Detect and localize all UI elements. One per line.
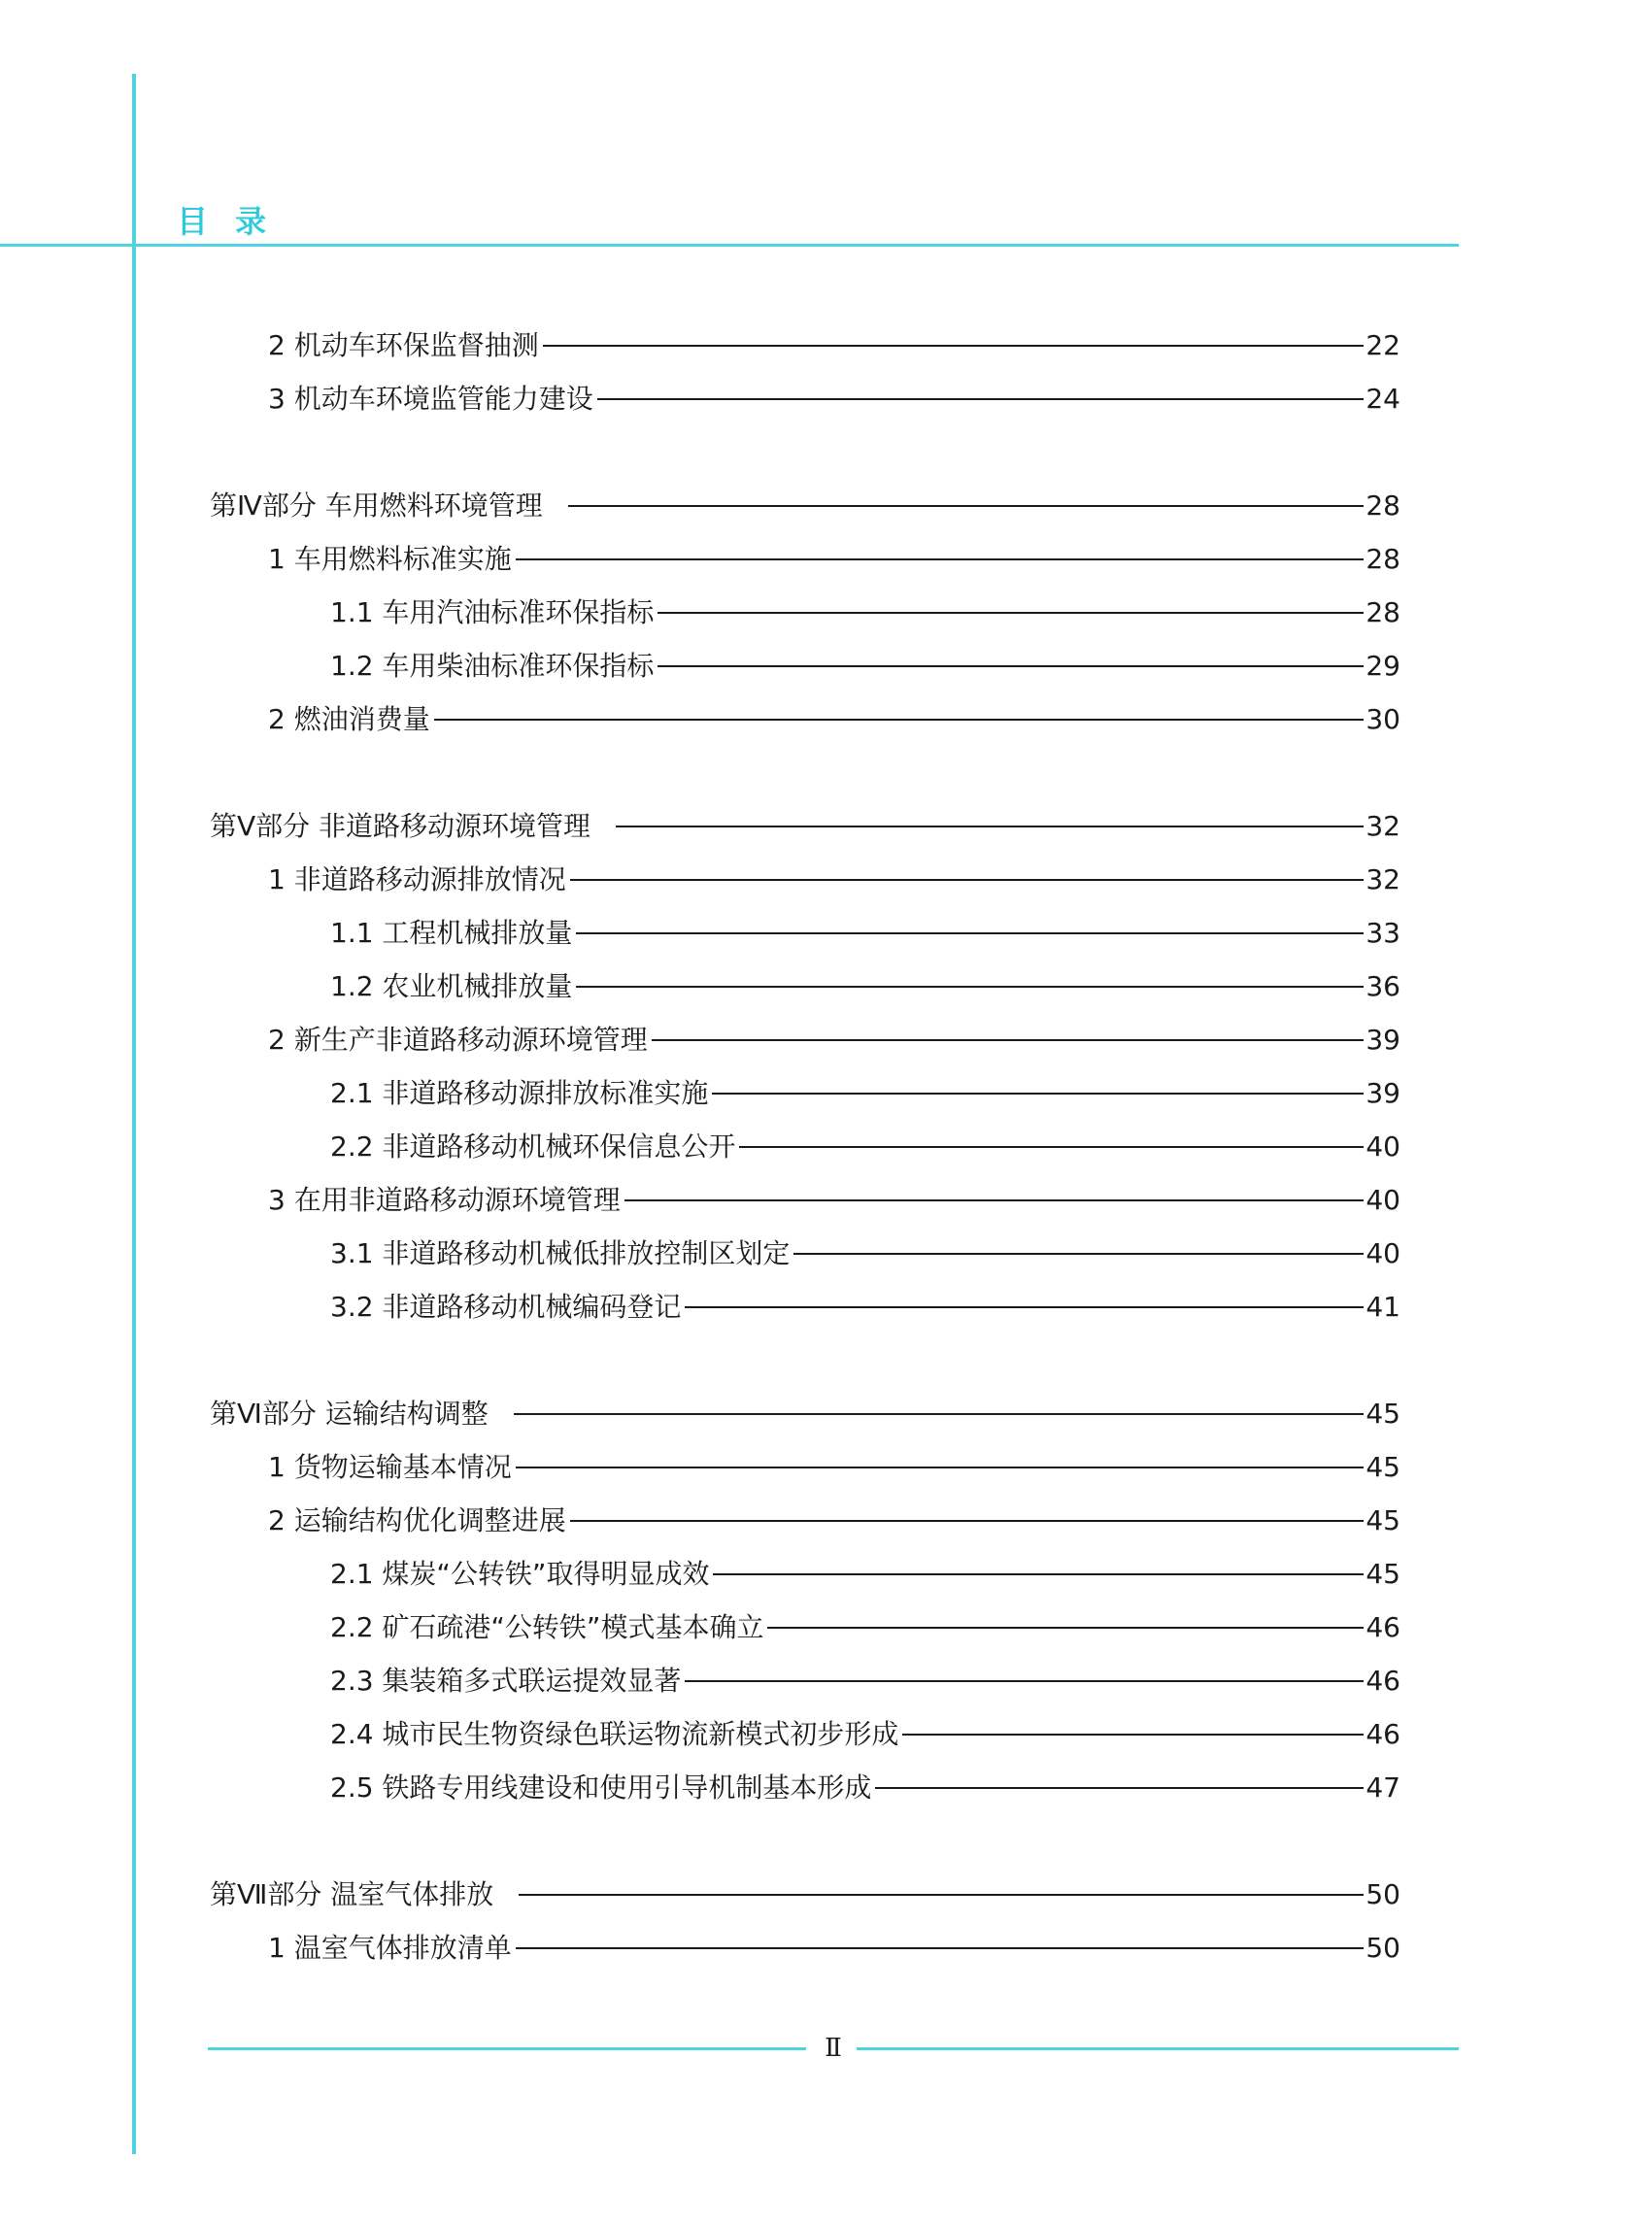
toc-leader	[875, 1787, 1364, 1789]
toc-subentry[interactable]	[330, 1126, 1400, 1168]
toc-entry[interactable]	[268, 324, 1400, 367]
toc-leader	[434, 719, 1365, 721]
toc-entry-label: 第Ⅳ部分 车用燃料环境管理	[210, 489, 543, 522]
toc-entry-page: 45	[1365, 1398, 1400, 1430]
toc-entry-label: 2.2 矿石疏港“公转铁”模式基本确立	[330, 1611, 764, 1643]
toc-entry-label: 1 非道路移动源排放情况	[268, 863, 566, 895]
toc-leader	[713, 1573, 1364, 1575]
toc-entry-page: 40	[1365, 1130, 1400, 1163]
toc-entry-label: 第Ⅵ部分 运输结构调整	[210, 1398, 489, 1430]
toc-leader	[543, 345, 1365, 347]
toc-entry-page: 30	[1365, 703, 1400, 735]
toc-subentry[interactable]	[330, 1660, 1400, 1703]
toc-entry[interactable]	[268, 698, 1400, 741]
toc-entry-page: 46	[1365, 1665, 1400, 1697]
toc-entry-page: 50	[1365, 1932, 1400, 1964]
toc-entry[interactable]	[268, 538, 1400, 581]
toc-leader	[519, 1894, 1364, 1896]
page-number: Ⅱ	[825, 2034, 842, 2063]
toc-entry-page: 32	[1365, 863, 1400, 895]
toc-entry-page: 46	[1365, 1611, 1400, 1643]
toc-entry[interactable]	[268, 1179, 1400, 1222]
toc-entry-page: 50	[1365, 1878, 1400, 1910]
toc-entry-page: 28	[1365, 596, 1400, 628]
footer-rule-left	[208, 2047, 806, 2050]
toc-part-entry[interactable]	[210, 1393, 1400, 1435]
toc-entry-page: 28	[1365, 543, 1400, 575]
toc-leader	[516, 558, 1365, 560]
toc-entry-page: 41	[1365, 1291, 1400, 1323]
toc-leader	[657, 612, 1364, 614]
toc-entry[interactable]	[268, 1927, 1400, 1970]
toc-leader	[767, 1627, 1364, 1629]
toc-part-entry[interactable]	[210, 485, 1400, 527]
toc-entry-page: 22	[1365, 329, 1400, 361]
toc-entry-label: 1 货物运输基本情况	[268, 1451, 512, 1483]
toc-entry-label: 第Ⅶ部分 温室气体排放	[210, 1878, 494, 1910]
toc-entry-label: 1.1 车用汽油标准环保指标	[330, 596, 655, 628]
toc-subentry[interactable]	[330, 591, 1400, 634]
toc-entry-label: 2 运输结构优化调整进展	[268, 1504, 566, 1536]
toc-entry-page: 45	[1365, 1451, 1400, 1483]
toc-leader	[624, 1199, 1365, 1201]
toc-subentry[interactable]	[330, 1767, 1400, 1809]
toc-entry[interactable]	[268, 1500, 1400, 1542]
toc-part-entry[interactable]	[210, 805, 1400, 848]
toc-entry-page: 28	[1365, 489, 1400, 522]
toc-leader	[516, 1467, 1365, 1468]
toc-entry[interactable]	[268, 1446, 1400, 1489]
toc-entry[interactable]	[268, 378, 1400, 421]
toc-entry-label: 2.1 非道路移动源排放标准实施	[330, 1077, 709, 1109]
toc-entry-page: 46	[1365, 1718, 1400, 1750]
toc-part-entry[interactable]	[210, 1873, 1400, 1916]
toc-leader	[739, 1146, 1364, 1148]
toc-entry-page: 32	[1365, 810, 1400, 842]
toc-entry-label: 2.5 铁路专用线建设和使用引导机制基本形成	[330, 1771, 872, 1804]
toc-entry-page: 33	[1365, 917, 1400, 949]
toc-entry-page: 47	[1365, 1771, 1400, 1804]
toc-entry-label: 3 机动车环境监管能力建设	[268, 383, 593, 415]
toc-entry-label: 2.2 非道路移动机械环保信息公开	[330, 1130, 736, 1163]
toc-leader	[902, 1734, 1364, 1736]
footer-rule-right	[857, 2047, 1459, 2050]
toc-entry-label: 2.1 煤炭“公转铁”取得明显成效	[330, 1558, 710, 1590]
page-title: 目录	[177, 203, 294, 240]
toc-leader	[516, 1947, 1365, 1949]
toc-entry-page: 24	[1365, 383, 1400, 415]
toc-entry-label: 3.1 非道路移动机械低排放控制区划定	[330, 1237, 791, 1269]
toc-leader	[657, 665, 1364, 667]
toc-entry-label: 1 温室气体排放清单	[268, 1932, 512, 1964]
toc-leader	[576, 986, 1364, 988]
toc-leader	[685, 1306, 1364, 1308]
toc-leader	[616, 826, 1364, 827]
toc-subentry[interactable]	[330, 912, 1400, 955]
toc-entry-label: 2.4 城市民生物资绿色联运物流新模式初步形成	[330, 1718, 899, 1750]
toc-entry-page: 39	[1365, 1077, 1400, 1109]
toc-entry-label: 1.2 车用柴油标准环保指标	[330, 650, 655, 682]
toc-leader	[570, 1520, 1365, 1522]
toc-leader	[514, 1413, 1365, 1415]
toc-entry-page: 36	[1365, 970, 1400, 1002]
toc-subentry[interactable]	[330, 1072, 1400, 1115]
toc-entry-label: 2 新生产非道路移动源环境管理	[268, 1024, 648, 1056]
toc-entry-label: 3.2 非道路移动机械编码登记	[330, 1291, 682, 1323]
toc-leader	[712, 1093, 1364, 1095]
toc-entry-label: 第Ⅴ部分 非道路移动源环境管理	[210, 810, 591, 842]
toc-subentry[interactable]	[330, 1286, 1400, 1329]
toc-entry-label: 1.1 工程机械排放量	[330, 917, 573, 949]
toc-entry-label: 2 机动车环保监督抽测	[268, 329, 539, 361]
toc-entry-label: 1.2 农业机械排放量	[330, 970, 573, 1002]
toc-leader	[652, 1039, 1365, 1041]
toc-entry[interactable]	[268, 859, 1400, 901]
toc-leader	[685, 1680, 1364, 1682]
toc-entry-label: 2.3 集装箱多式联运提效显著	[330, 1665, 682, 1697]
toc-entry-label: 3 在用非道路移动源环境管理	[268, 1184, 621, 1216]
toc-entry-page: 45	[1365, 1558, 1400, 1590]
toc-leader	[576, 932, 1364, 934]
toc-leader	[793, 1253, 1364, 1255]
toc-leader	[597, 398, 1365, 400]
toc-entry-label: 2 燃油消费量	[268, 703, 430, 735]
toc-entry-page: 45	[1365, 1504, 1400, 1536]
toc-subentry[interactable]	[330, 1606, 1400, 1649]
toc-entry-page: 40	[1365, 1237, 1400, 1269]
toc-entry[interactable]	[268, 1019, 1400, 1062]
toc-subentry[interactable]	[330, 1232, 1400, 1275]
toc-subentry[interactable]	[330, 965, 1400, 1008]
toc-leader	[570, 879, 1365, 881]
toc-subentry[interactable]	[330, 1553, 1400, 1596]
toc-entry-label: 1 车用燃料标准实施	[268, 543, 512, 575]
toc-leader	[568, 505, 1365, 507]
toc-entry-page: 39	[1365, 1024, 1400, 1056]
toc-entry-page: 40	[1365, 1184, 1400, 1216]
toc-subentry[interactable]	[330, 645, 1400, 688]
toc-entry-page: 29	[1365, 650, 1400, 682]
toc-subentry[interactable]	[330, 1713, 1400, 1756]
